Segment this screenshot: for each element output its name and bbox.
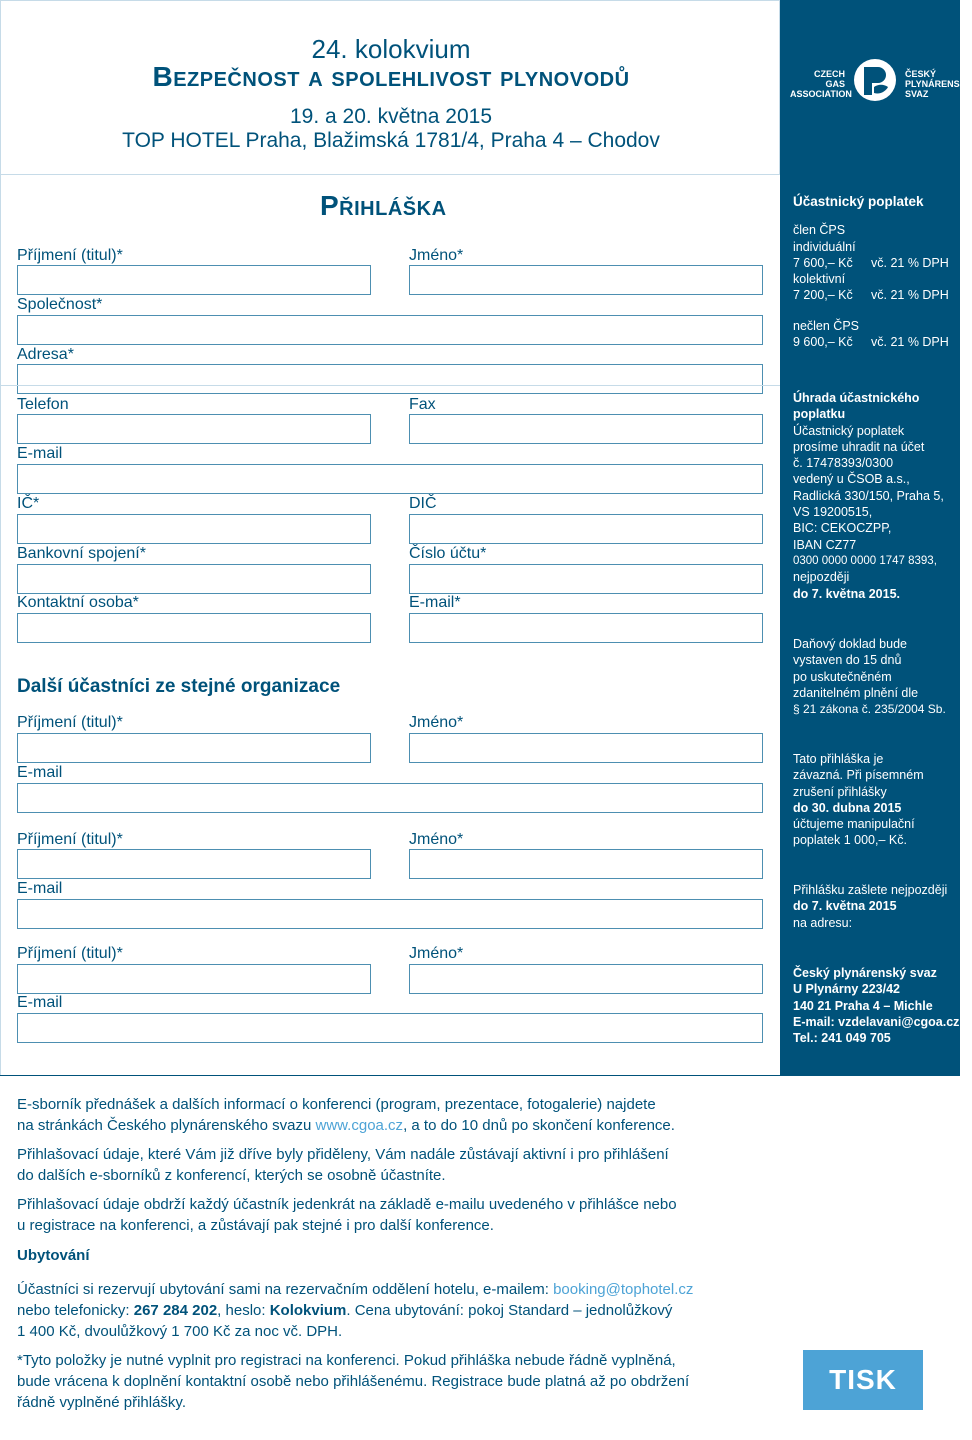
info-text: , heslo: — [217, 1302, 270, 1319]
info-line: E-sborník přednášek a dalších informací o konferenci (program, prezentace, fotogalerie) najdete — [17, 1096, 656, 1113]
collective-price: 7 200,– Kč — [793, 288, 853, 303]
tax-line: vystaven do 15 dnů — [793, 653, 902, 668]
info-paragraph-ebook — [17, 1094, 757, 1136]
tax-line: Daňový doklad bude — [793, 637, 907, 651]
info-line — [17, 1279, 757, 1300]
address-line: 140 21 Praha 4 – Michle — [793, 998, 933, 1013]
binding-line: účtujeme manipulační — [793, 817, 915, 832]
address-input[interactable] — [17, 364, 763, 394]
individual-label: individuální — [793, 239, 856, 254]
collective-vat: vč. 21 % DPH — [871, 288, 949, 303]
form-title: Přihláška — [320, 190, 447, 221]
binding-line: zrušení přihlášky — [793, 784, 887, 799]
send-block — [793, 882, 960, 931]
binding-line: Tato přihláška je — [793, 752, 884, 766]
contact-email-label: E-mail* — [409, 594, 461, 611]
address-line: Český plynárenský svaz — [793, 966, 937, 980]
nonmember-price: 9 600,– Kč — [793, 335, 853, 350]
binding-line: závazná. Při písemném — [793, 768, 924, 783]
event-title: Bezpečnost a spolehlivost plynovodů — [152, 61, 630, 92]
nonmember-vat: vč. 21 % DPH — [871, 335, 949, 350]
cgoa-logo — [790, 55, 972, 105]
info-text: Účastníci si rezervují ubytování sami na rezervačním oddělení hotelu, e-mailem: — [17, 1281, 554, 1298]
dic-input[interactable] — [409, 514, 763, 544]
address-label: Adresa* — [17, 346, 74, 363]
other3-surname-input[interactable] — [17, 964, 371, 994]
logo-left-line: GAS — [825, 79, 845, 89]
other2-email-input[interactable] — [17, 899, 763, 929]
email-input[interactable] — [17, 464, 763, 494]
info-paragraph-accommodation — [17, 1279, 757, 1342]
print-button[interactable]: TISK — [803, 1350, 923, 1410]
payment-line: Účastnický poplatek — [793, 423, 905, 438]
other2-surname-label: Příjmení (titul)* — [17, 831, 123, 848]
nonmember-label: nečlen ČPS — [793, 318, 860, 333]
info-line — [17, 1115, 757, 1136]
address-block — [793, 965, 960, 1046]
contact-input[interactable] — [17, 613, 371, 643]
event-date: 19. a 20. května 2015 — [290, 105, 492, 128]
event-venue: TOP HOTEL Praha, Blažimská 1781/4, Praha 4 – Chodov — [122, 129, 660, 152]
phone-label: Telefon — [17, 396, 69, 413]
fee-block — [793, 194, 960, 350]
other3-firstname-label: Jméno* — [409, 945, 464, 962]
payment-line: nejpozději — [793, 570, 850, 585]
firstname-label: Jméno* — [409, 247, 464, 264]
other2-firstname-input[interactable] — [409, 849, 763, 879]
info-text: na stránkách Českého plynárenského svazu — [17, 1117, 316, 1134]
cgoa-link[interactable]: www.cgoa.cz — [315, 1117, 404, 1134]
send-tail: na adresu: — [793, 915, 853, 930]
address-line: U Plynárny 223/42 — [793, 982, 901, 997]
payment-line: vedený u ČSOB a.s., — [793, 472, 910, 487]
company-input[interactable] — [17, 315, 763, 345]
payment-block — [793, 390, 960, 602]
logo-left-line: CZECH — [814, 69, 845, 79]
payment-title: Úhrada účastnického poplatku — [793, 391, 920, 422]
logo-right-line: PLYNÁRENSKÝ — [905, 79, 972, 89]
bank-label: Bankovní spojení* — [17, 545, 146, 562]
accommodation-heading: Ubytování — [17, 1247, 90, 1264]
info-text: . Cena ubytování: pokoj Standard – jednolůžkový — [346, 1302, 673, 1319]
payment-line: VS 19200515, — [793, 505, 873, 520]
booking-password: Kolokvium — [269, 1302, 347, 1319]
payment-line: BIC: CEKOCZPP, — [793, 521, 892, 536]
collective-label: kolektivní — [793, 272, 846, 287]
logo-right-line: SVAZ — [905, 89, 929, 99]
hotel-phone: 267 284 202 — [133, 1302, 218, 1319]
contact-email-input[interactable] — [409, 613, 763, 643]
surname-label: Příjmení (titul)* — [17, 247, 123, 264]
individual-vat: vč. 21 % DPH — [871, 255, 949, 270]
fee-title: Účastnický poplatek — [793, 194, 924, 209]
send-date: do 7. května 2015 — [793, 899, 897, 914]
booking-email-link[interactable]: booking@tophotel.cz — [553, 1281, 694, 1298]
other1-firstname-input[interactable] — [409, 733, 763, 763]
others-heading: Další účastníci ze stejné organizace — [17, 676, 341, 697]
other1-email-label: E-mail — [17, 764, 63, 781]
tax-line: § 21 zákona č. 235/2004 Sb. — [793, 702, 946, 717]
member-label: člen ČPS — [793, 223, 846, 238]
info-text: nebo telefonicky: — [17, 1302, 134, 1319]
info-line: do dalších e-sborníků z konferencí, kterých se osobně účastníte. — [17, 1167, 446, 1184]
contact-label: Kontaktní osoba* — [17, 594, 139, 611]
individual-price: 7 600,– Kč — [793, 255, 853, 270]
address-line: Tel.: 241 049 705 — [793, 1031, 891, 1046]
email-label: E-mail — [17, 445, 63, 462]
payment-line: č. 17478393/0300 — [793, 456, 894, 471]
payment-line: Radlická 330/150, Praha 5, — [793, 488, 944, 503]
account-label: Číslo účtu* — [409, 545, 487, 562]
divider — [0, 385, 780, 386]
cgoa-emblem-icon — [850, 57, 900, 103]
logo-left-line: ASSOCIATION — [790, 89, 852, 99]
info-line: 1 400 Kč, dvoulůžkový 1 700 Kč za noc vč. DPH. — [17, 1323, 343, 1340]
info-line: bude vrácena k doplnění kontaktní osobě nebo přihlášenému. Registrace bude platná až po obdržení — [17, 1373, 690, 1390]
other2-firstname-label: Jméno* — [409, 831, 464, 848]
info-text: , a to do 10 dnů po skončení konference. — [403, 1117, 675, 1134]
dic-label: DIČ — [409, 495, 437, 512]
payment-line: 0300 0000 0000 1747 8393, — [793, 554, 937, 567]
event-number: 24. kolokvium — [311, 34, 471, 64]
header-box — [0, 0, 780, 175]
tax-block — [793, 636, 960, 717]
fax-label: Fax — [409, 396, 436, 413]
info-line: Přihlašovací údaje, které Vám již dříve byly přiděleny, Vám nadále zůstávají aktivní i pro přihlášení — [17, 1146, 669, 1163]
tax-line: zdanitelném plnění dle — [793, 685, 919, 700]
bank-input[interactable] — [17, 564, 371, 594]
account-input[interactable] — [409, 564, 763, 594]
surname-input[interactable] — [17, 265, 371, 295]
tax-line: po uskutečněném — [793, 669, 892, 684]
other3-email-input[interactable] — [17, 1013, 763, 1043]
info-paragraph-login — [17, 1194, 757, 1236]
other1-email-input[interactable] — [17, 783, 763, 813]
binding-line: poplatek 1 000,– Kč. — [793, 833, 907, 848]
info-line — [17, 1300, 757, 1321]
other3-firstname-input[interactable] — [409, 964, 763, 994]
bottom-divider — [0, 1075, 960, 1076]
other1-surname-input[interactable] — [17, 733, 371, 763]
info-line: u registrace na konferenci, a zůstávají pak stejné i pro další konference. — [17, 1217, 494, 1234]
fax-input[interactable] — [409, 414, 763, 444]
ico-label: IČ* — [17, 495, 40, 512]
info-paragraph-credentials — [17, 1144, 757, 1186]
other2-email-label: E-mail — [17, 880, 63, 897]
phone-input[interactable] — [17, 414, 371, 444]
logo-right-line: ČESKÝ — [905, 69, 937, 79]
firstname-input[interactable] — [409, 265, 763, 295]
company-label: Společnost* — [17, 296, 103, 313]
payment-line: prosíme uhradit na účet — [793, 439, 925, 454]
payment-deadline: do 7. května 2015. — [793, 586, 901, 601]
other3-email-label: E-mail — [17, 994, 63, 1011]
info-paragraph-required — [17, 1350, 757, 1413]
other3-surname-label: Příjmení (titul)* — [17, 945, 123, 962]
payment-line: IBAN CZ77 — [793, 537, 857, 552]
binding-block — [793, 751, 960, 849]
binding-date: do 30. dubna 2015 — [793, 800, 902, 815]
send-line: Přihlášku zašlete nejpozději — [793, 883, 948, 897]
info-line: řádně vyplněné přihlášky. — [17, 1394, 186, 1411]
ico-input[interactable] — [17, 514, 371, 544]
other2-surname-input[interactable] — [17, 849, 371, 879]
other1-firstname-label: Jméno* — [409, 714, 464, 731]
other1-surname-label: Příjmení (titul)* — [17, 714, 123, 731]
info-line: Přihlašovací údaje obdrží každý účastník jedenkrát na základě e-mailu uvedeného v přihlášce nebo — [17, 1196, 677, 1213]
address-line: E-mail: vzdelavani@cgoa.cz — [793, 1014, 960, 1029]
info-line: *Tyto položky je nutné vyplnit pro registraci na konferenci. Pokud přihláška nebude řádně vyplněná, — [17, 1352, 676, 1369]
